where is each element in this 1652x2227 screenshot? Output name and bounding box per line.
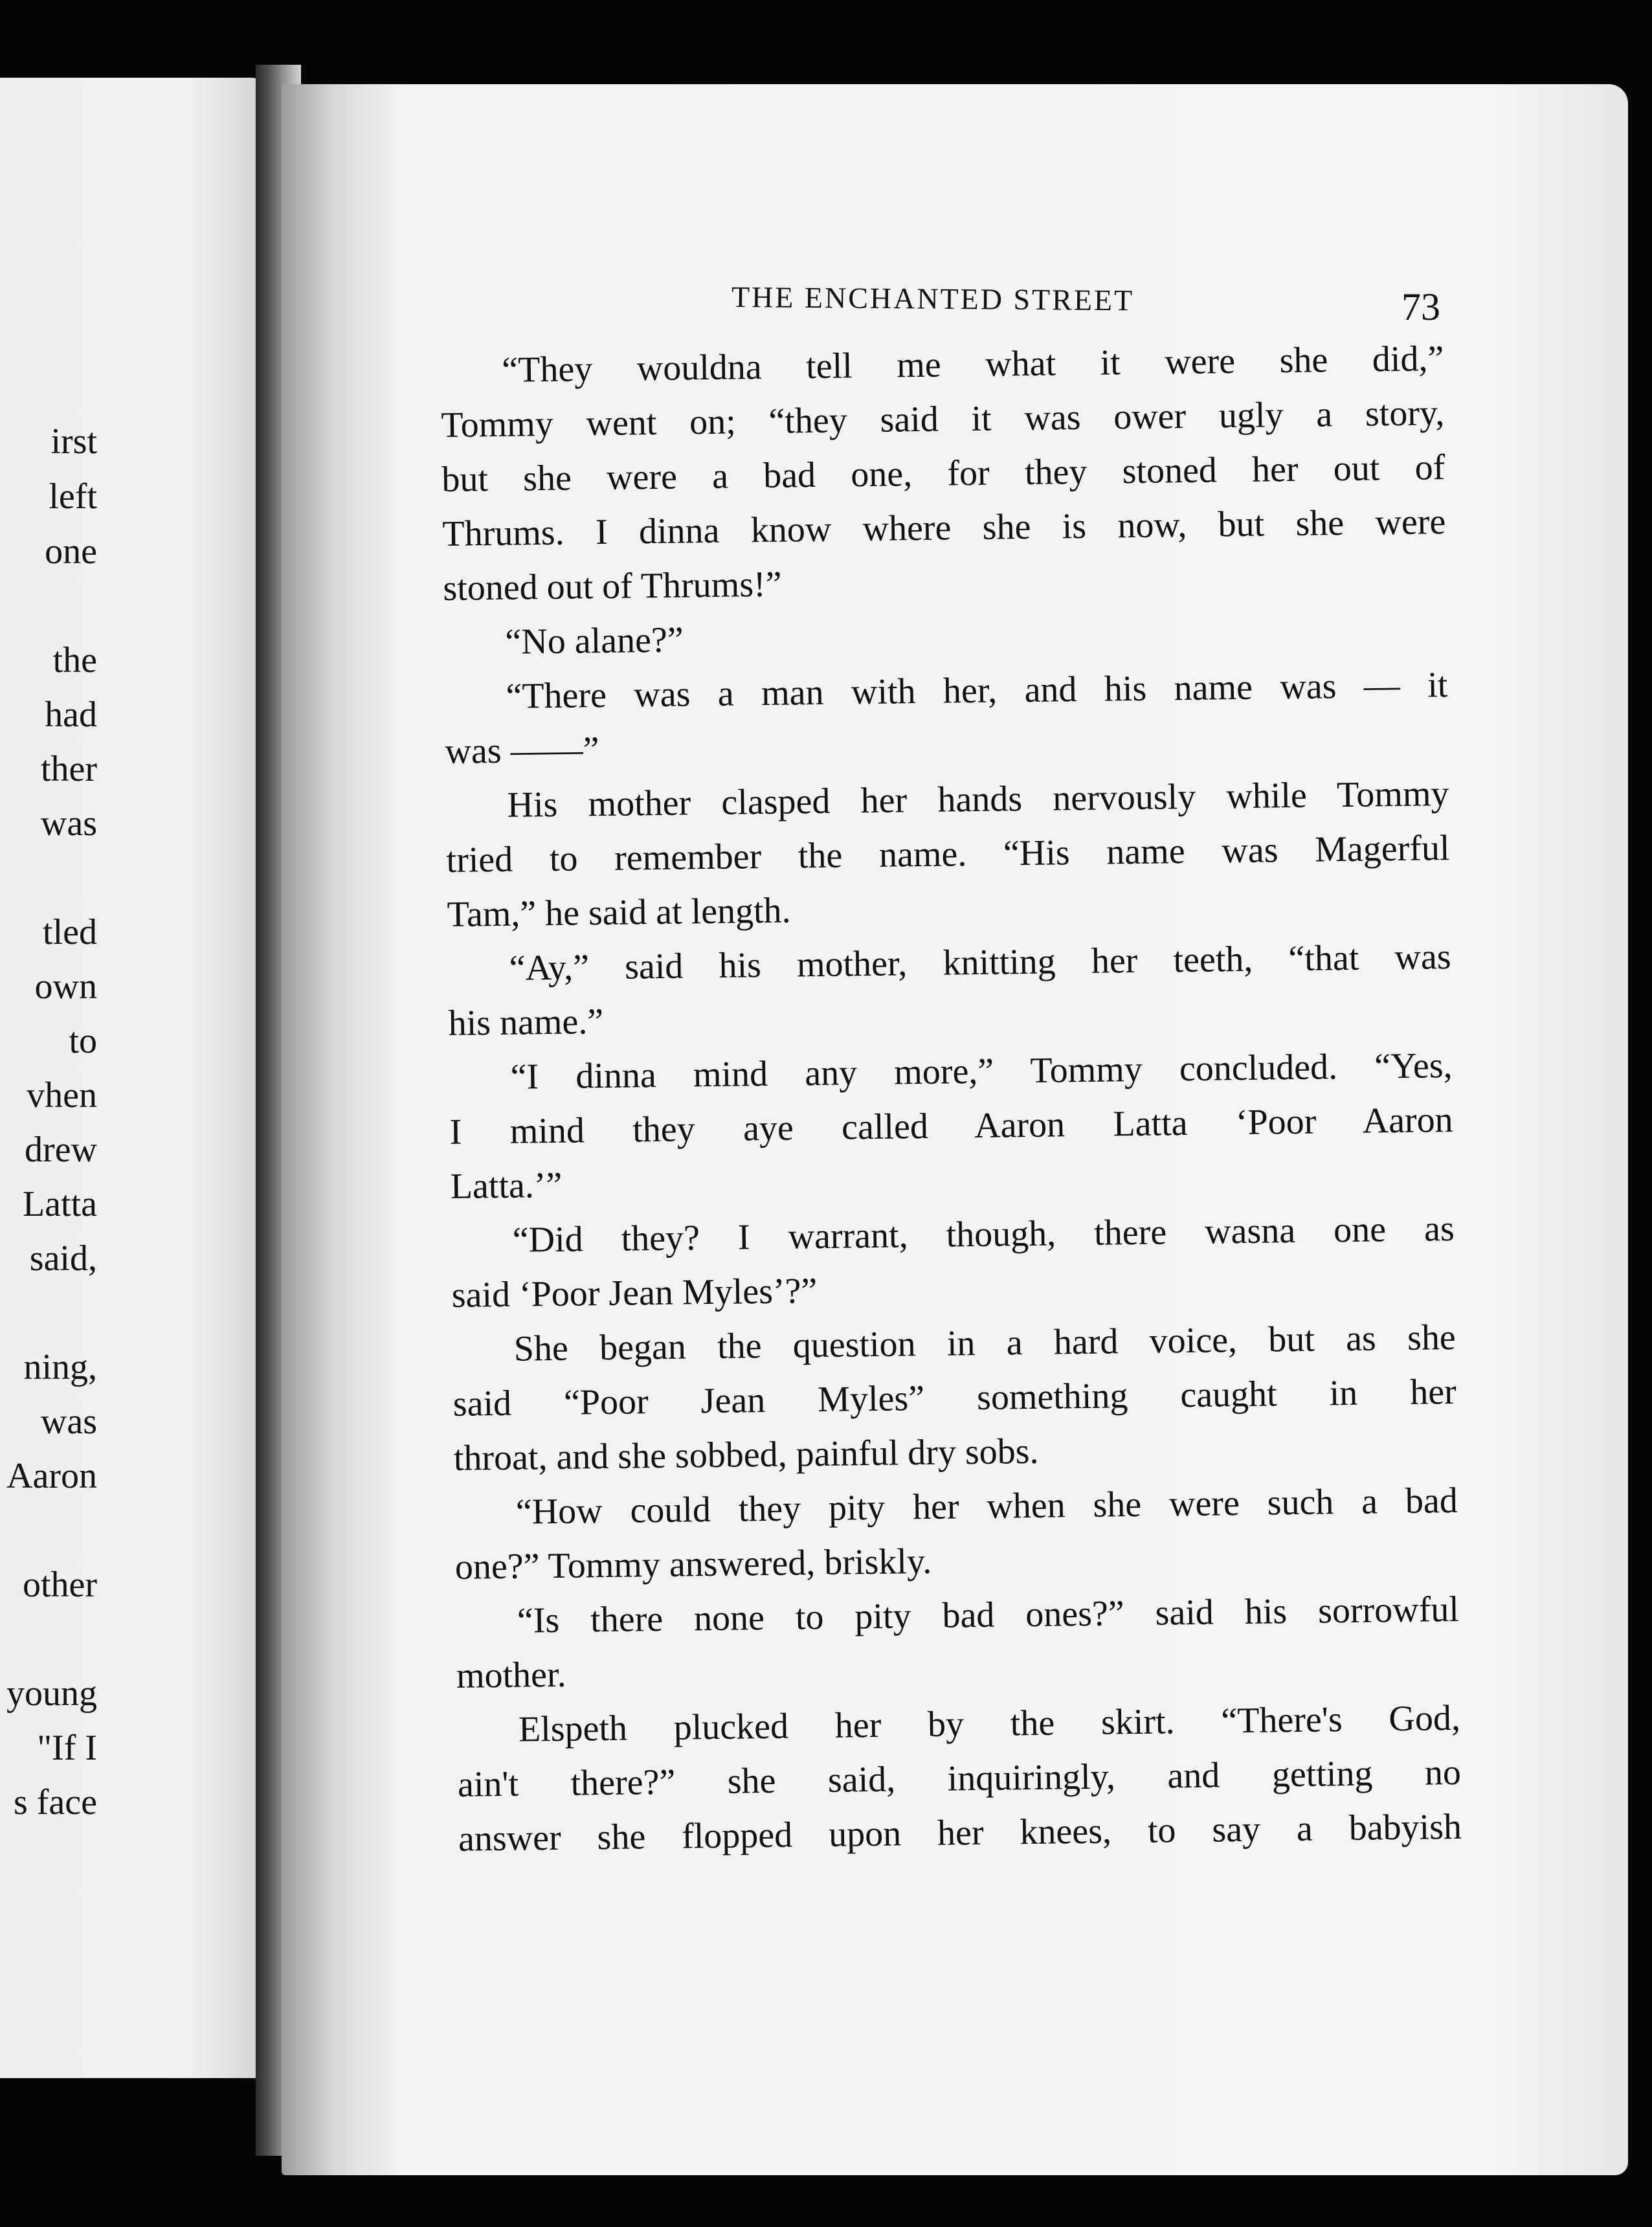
text-line: She began the question in a hard voice, but as she [513, 1317, 1457, 1369]
left-line: young [6, 1673, 97, 1714]
left-line: to [69, 1021, 97, 1061]
text-line: stoned out of Thrums!” [443, 564, 782, 609]
text-line: throat, and she sobbed, painful dry sobs. [453, 1431, 1039, 1479]
text-line: said “Poor Jean Myles” something caught in her [452, 1371, 1457, 1424]
text-line: said ‘Poor Jean Myles’?” [451, 1270, 818, 1315]
text-line: one?” Tommy answered, briskly. [454, 1541, 932, 1587]
text-line: but she were a bad one, for they stoned her out of [441, 447, 1446, 500]
text-line: answer she flopped upon her knees, to say a babyish [458, 1806, 1462, 1859]
text-line: Tommy went on; “they said it was ower ugly a story, [440, 393, 1445, 445]
text-line: “How could they pity her when she were such a bad [515, 1480, 1458, 1532]
left-line: own [34, 967, 97, 1007]
left-line: other [22, 1565, 97, 1605]
left-line: irst [50, 421, 97, 462]
text-line: “There was a man with her, and his name was — it [506, 665, 1448, 717]
text-line: his name.” [448, 1001, 604, 1044]
left-line: one [45, 532, 97, 572]
left-line: Aaron [6, 1456, 97, 1496]
left-line: tled [43, 912, 97, 952]
text-line: was ——” [445, 730, 599, 772]
left-line: Latta [22, 1184, 97, 1224]
text-line: “Ay,” said his mother, knitting her teeth, “that was [509, 936, 1451, 989]
text-line: Thrums. I dinna know where she is now, but she were [442, 502, 1446, 554]
text-line: “They wouldna tell me what it were she did,” [501, 339, 1444, 390]
running-head: THE ENCHANTED STREET [731, 280, 1135, 317]
text-line: “Is there none to pity bad ones?” said his sorrowful [517, 1589, 1460, 1641]
left-line: was [40, 803, 97, 844]
text-line: ain't there?” she said, inquiringly, and getting no [457, 1752, 1462, 1805]
left-line: ther [40, 749, 97, 789]
left-line: s face [13, 1782, 97, 1822]
left-line: had [45, 695, 97, 735]
left-line: ning, [23, 1347, 97, 1387]
text-line: “No alane?” [505, 620, 684, 662]
page-number: 73 [1401, 285, 1440, 328]
left-line: said, [29, 1238, 97, 1279]
text-line: tried to remember the name. “His name was Magerful [446, 828, 1450, 880]
left-line: was [40, 1402, 97, 1442]
text-line: “I dinna mind any more,” Tommy concluded. “Yes, [510, 1045, 1453, 1097]
text-line: Elspeth plucked her by the skirt. “There's God, [518, 1697, 1461, 1750]
left-line: "If I [37, 1728, 97, 1768]
left-page [0, 78, 271, 2078]
left-line: the [52, 640, 97, 680]
text-line: I mind they aye called Aaron Latta ‘Poor Aaron [449, 1099, 1453, 1152]
left-line: left [49, 476, 97, 517]
left-line: vhen [27, 1075, 97, 1115]
text-line: Latta.’” [450, 1165, 563, 1207]
text-line: Tam,” he said at length. [447, 890, 791, 935]
text-line: mother. [456, 1654, 566, 1696]
text-line: His mother clasped her hands nervously while Tommy [507, 774, 1449, 825]
left-line: drew [25, 1130, 97, 1170]
text-line: “Did they? I warrant, though, there wasna one as [512, 1208, 1455, 1260]
